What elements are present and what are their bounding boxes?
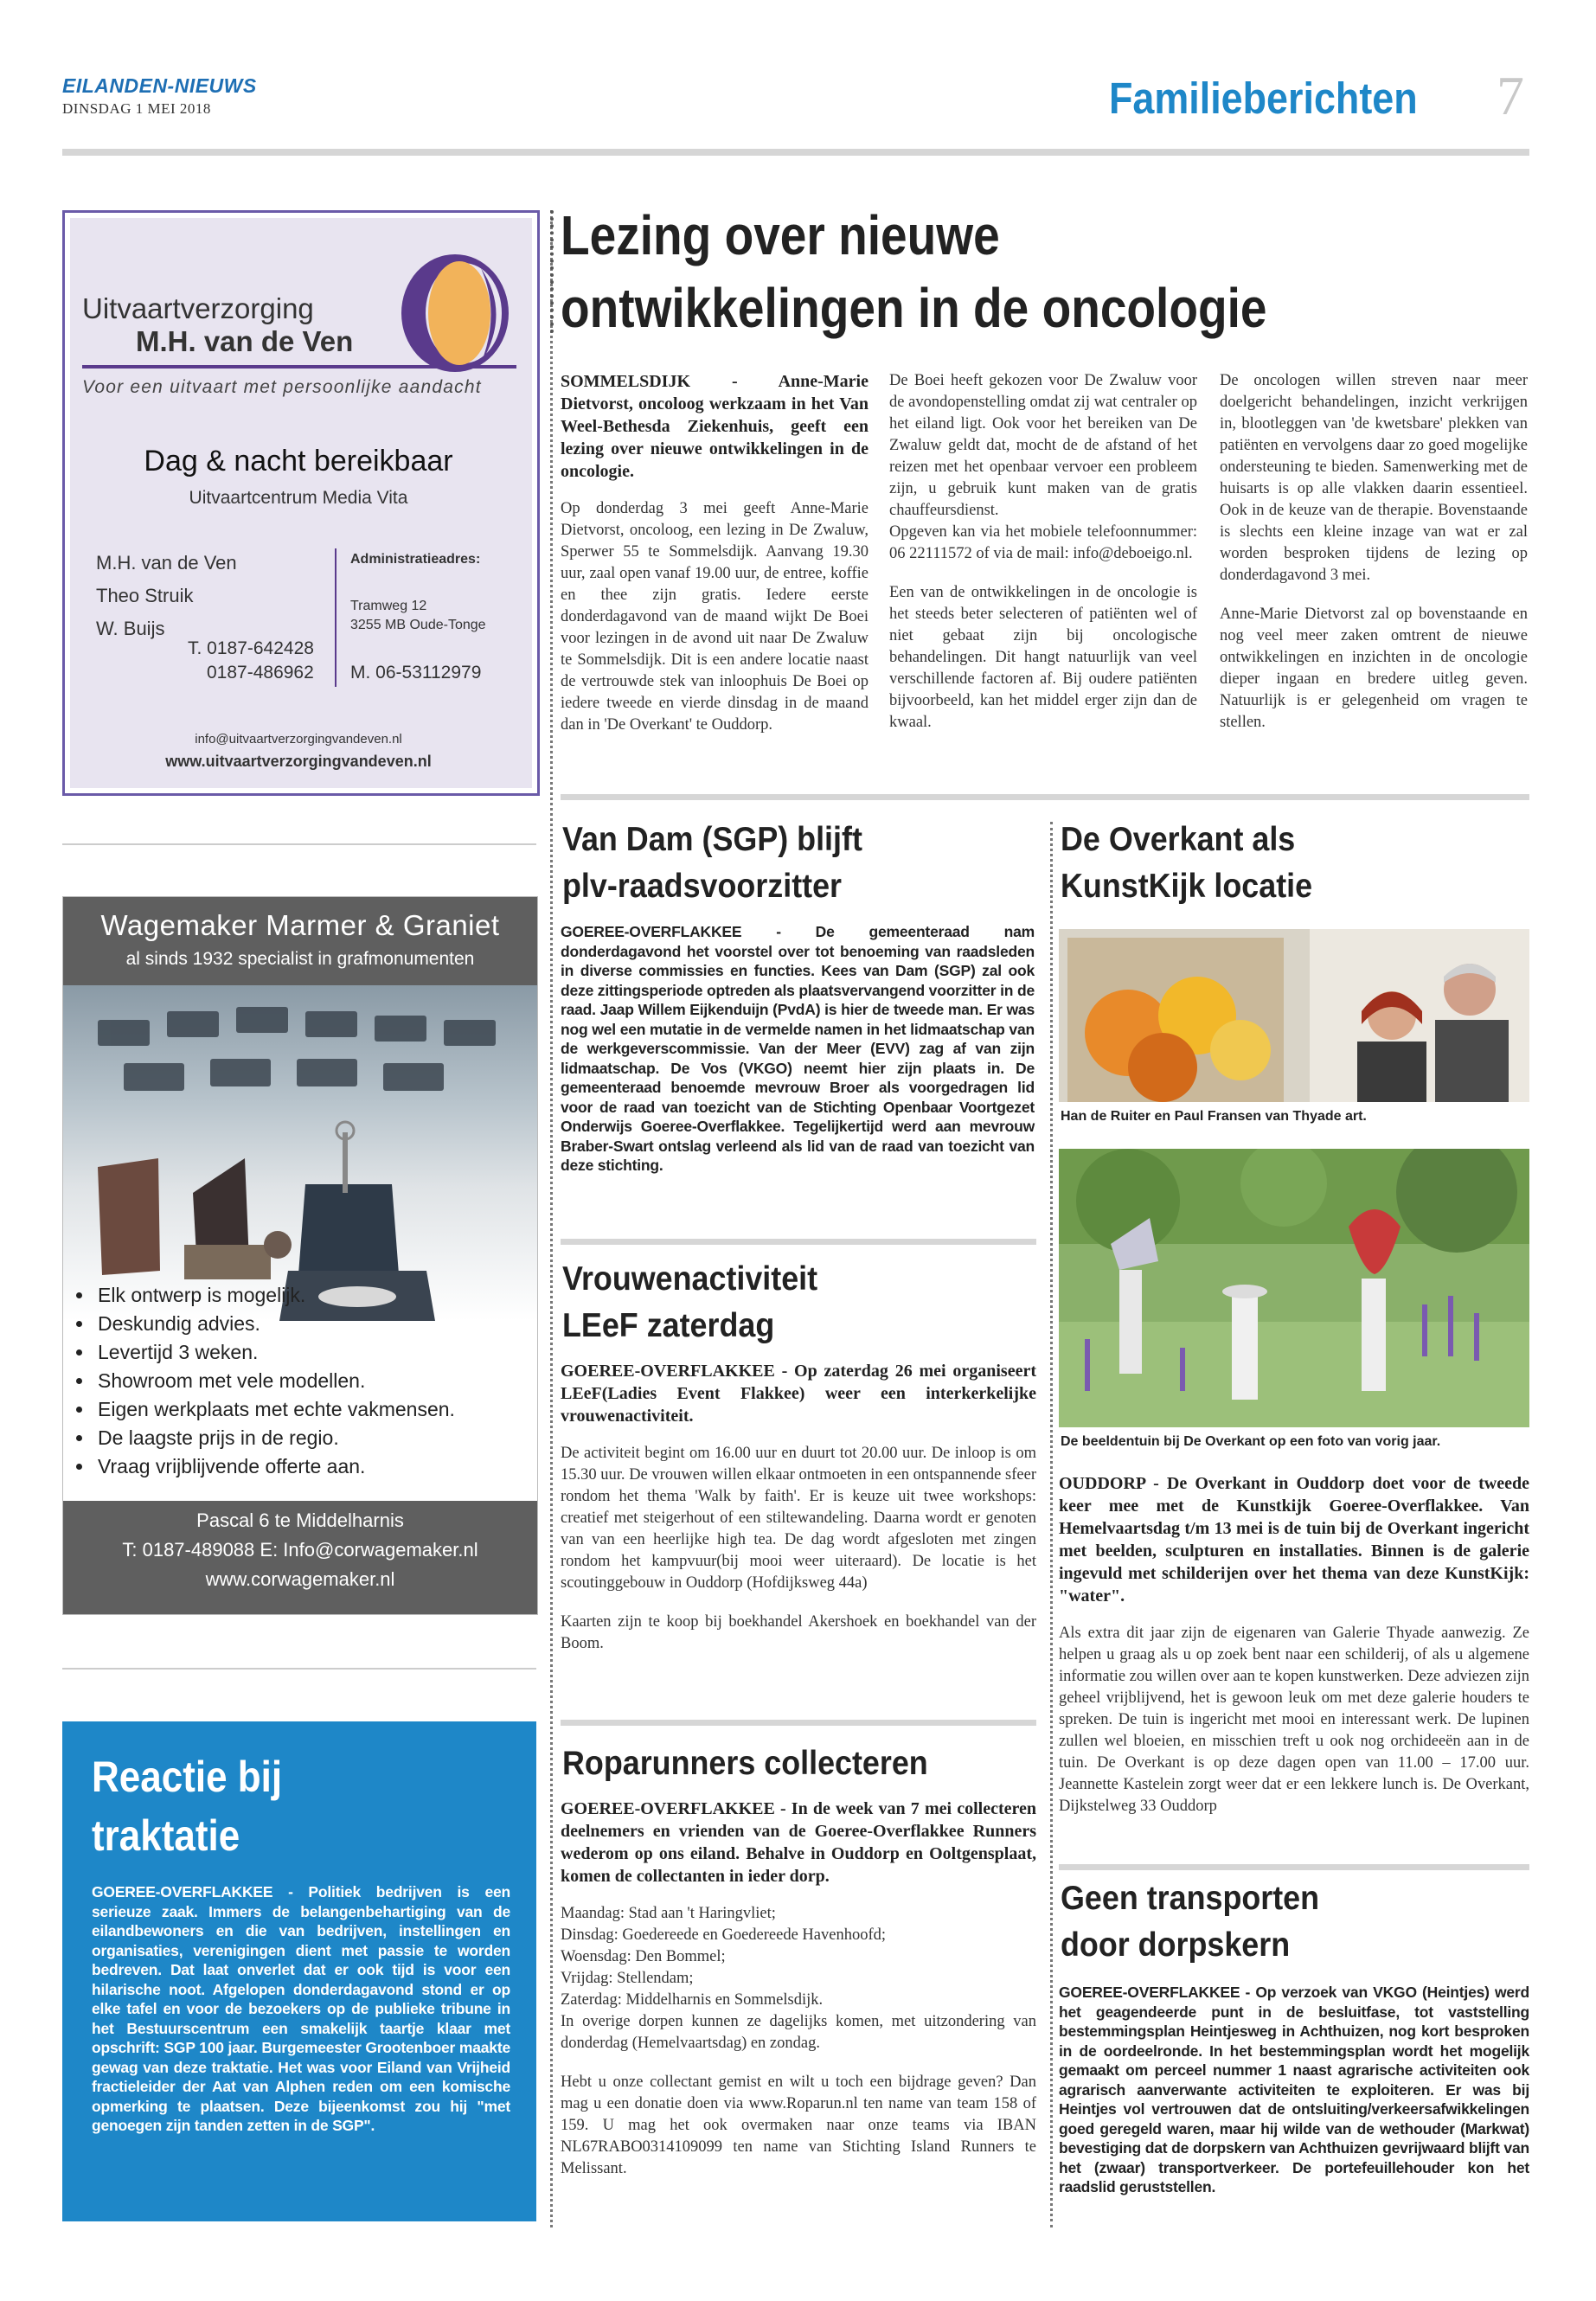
schedule-item: Zaterdag: Middelharnis en Sommelsdijk. xyxy=(561,1991,824,2009)
uitvaart-tagline: Voor een uitvaart met persoonlijke aandacht xyxy=(82,377,482,397)
roparunners-text xyxy=(561,1798,1036,2180)
overkant-photo-2 xyxy=(1059,1149,1529,1427)
lezing-lead: SOMMELSDIJK - Anne-Marie Dietvorst, oncoloog werkzaam in het Van Weel-Bethesda Ziekenhuis, geeft een lezing over nieuwe ontwikkelingen in de oncologie. xyxy=(561,372,869,481)
overkant-headline xyxy=(1061,817,1506,910)
column-separator-left xyxy=(550,210,553,2227)
overkant-headline-2: KunstKijk locatie xyxy=(1061,868,1313,905)
lezing-col3-text-b: Anne-Marie Dietvorst zal op bovenstaande en nog veel meer zaken omtrent de nieuwe ontwikkelingen en inzichten in de oncologie dieper ingaan en bredere uitleg geven. Natuurlijk is er gelegenheid om vragen te stellen. xyxy=(1220,606,1528,731)
ad-wagemaker xyxy=(62,896,538,1615)
wagemaker-subtitle: al sinds 1932 specialist in grafmonumenten xyxy=(125,949,475,969)
overkant-text xyxy=(1059,1472,1529,1817)
transporten-headline-2: door dorpskern xyxy=(1061,1926,1291,1964)
lezing-col2-text-a: De Boei heeft gekozen voor De Zwaluw voor de avondopenstelling omdat zij wat centraler op het eiland ligt. Ook voor het bereiken van De Zwaluw geldt dat, mocht de de afstand of het reizen met het openbaar vervoer een probleem zijn, u gebruik kunt maken van de gratis chauffeursdienst. xyxy=(889,372,1197,519)
vandam-headline-1: Van Dam (SGP) blijft xyxy=(562,821,862,858)
transporten-headline xyxy=(1061,1875,1506,1969)
lezing-col3-text-a: De oncologen willen streven naar meer doelgericht behandelingen, inzicht verkrijgen in, blootleggen van 'de kwetsbare' plekken van patiënten en vervolgens daar zo goed mogelijke ondersteuning te bieden. Samenwerking met de huisarts is op alle vlakken daarin essentieel. Ook in de keuze van de therapie. Bovenstaande is slechts een kleine inzage van wat er zal worden besproken tijdens de lezing op donderdagavond 3 mei. xyxy=(1220,372,1528,584)
wagemaker-bullet: • Deskundig advies. xyxy=(94,1310,538,1338)
article-reactie xyxy=(62,1721,536,2221)
lezing-col2 xyxy=(889,370,1197,734)
lezing-bottom-rule xyxy=(561,794,1529,800)
lezing-col1-text: Op donderdag 3 mei geeft Anne-Marie Dietvorst, oncoloog, een lezing in De Zwaluw, Sperwer 55 te Sommelsdijk. Aanvang 19.30 uur, zaal open vanaf 19.00 uur, de entree, koffie en thee zijn gratis. Iedere eerste donderdagavond van de maand wijkt De Boei voor lezingen in de avond uit naar De Zwaluw te Sommelsdijk. Dit is een andere locatie naast de vertrouwde stek van inloophuis De Boei op iedere tweede en vierde dinsdag in de maand dan in 'De Overkant' te Ouddorp. xyxy=(561,500,869,734)
vandam-body: GOEREE-OVERFLAKKEE - De gemeenteraad nam donderdagavond het voorstel over tot benoeming van raadsleden in diverse commissies en functies. Kees van Dam (SGP) zal ook deze zittingsperiode optreden als plaatsvervangend voorzitter in de raad. Jaap Willem Eijkenduijn (PvdA) is hier de tweede man. Er was nog wel een mutatie in de vermelde namen in het lidmaatschap van de werkgeverscommissie. Van der Meer (EVV) zag af van zijn lidmaatschap. De Vos (VKGO) neemt hier zijn plaats in. De gemeenteraad benoemde mevrouw Broer als voorgedragen lid voor de raad van toezicht van de Stichting Openbaar Voortgezet Onderwijs Goeree-Overflakkee. Tegelijkertijd werd aan mevrouw Braber-Swart ontslag verleend als lid van de raad van toezicht van deze stichting. xyxy=(561,923,1035,1174)
vrouwen-headline-1: Vrouwenactiviteit xyxy=(562,1260,818,1298)
overkant-bottom-rule xyxy=(1059,1864,1529,1870)
uitvaart-email[interactable]: info@uitvaartverzorgingvandeven.nl xyxy=(195,732,402,747)
vandam-bottom-rule xyxy=(561,1239,1036,1245)
uitvaart-name-1: M.H. van de Ven xyxy=(96,552,237,574)
wagemaker-bullets xyxy=(65,1281,538,1481)
uitvaart-city: 3255 MB Oude-Tonge xyxy=(350,618,486,632)
roparunners-extra: In overige dorpen kunnen ze dagelijks komen, met uitzondering van donderdag (Hemelvaartsdag) en zondag. xyxy=(561,2013,1036,2052)
roparunners-lead: GOEREE-OVERFLAKKEE - In de week van 7 mei collecteren deelnemers en vrienden van de Goeree-Overflakkee Runners wederom op ons eiland. Behalve in Ouddorp en Ooltgensplaat, komen de collectanten in ieder dorp. xyxy=(561,1799,1036,1886)
reactie-body: GOEREE-OVERFLAKKEE - Politiek bedrijven is een serieuze zaak. Immers de belangenbehartiging van de eilandbewoners en die van bedrijven, instellingen en organisaties, verenigingen dient met passie te worden bedreven. Dat laat onverlet dat er ook tijd is voor een hilarische noot. Afgelopen donderdagavond stond er op elke tafel en voor de bezoekers op de publieke tribune in het Bestuurscentrum een smakelijk taartje klaar met opschrift: SGP 100 jaar. Burgemeester Grootenboer maakte gewag van deze traktatie. Het was voor Eiland van Vrijheid fractieleider der Aat van Alphen reden om een komische opmerking te plaatsen. Deze bijeenkomst zou hij "met genoegen zijn tanden zetten in de SGP". xyxy=(92,1883,510,2134)
page-number: 7 xyxy=(1497,65,1524,126)
left-rule-2 xyxy=(62,1668,536,1670)
lezing-col2-text-c: Een van de ontwikkelingen in de oncologie is het steeds beter selecteren of patiënten wel of niet gebaat zijn bij oncologische behandelingen. Dit hangt natuurlijk van veel verschillende factoren af. Bij oudere patiënten bijvoorbeeld, kan het middel erger zijn dan de kwaal. xyxy=(889,584,1197,731)
column-separator-mid xyxy=(1050,822,1053,2227)
wagemaker-title: Wagemaker Marmer & Graniet xyxy=(100,909,500,941)
wagemaker-bullet: • Elk ontwerp is mogelijk. xyxy=(94,1281,538,1310)
wagemaker-bullet: • Vraag vrijblijvende offerte aan. xyxy=(94,1452,538,1481)
vrouwen-headline xyxy=(562,1256,1008,1349)
overkant-caption-1: Han de Ruiter en Paul Fransen van Thyade art. xyxy=(1061,1109,1367,1124)
left-rule-1 xyxy=(62,843,536,845)
overkant-photo-1 xyxy=(1059,929,1529,1102)
uitvaart-title-rule xyxy=(82,365,516,369)
overkant-body: Als extra dit jaar zijn de eigenaren van Galerie Thyade aanwezig. Ze helpen u graag als u op zoek bent naar een schilderij, of als u algemene informatie zou willen over aan te kopen kunstwerken. Deze adviezen zijn geheel vrijblijvend, het is gewoon leuk om met deze galerie houders te spreken. De tuin is ingericht met mooi en interessant werk. De lupinen zullen wel bloeien, en misschien treft u ook nog orchideeën aan in de tuin. De Overkant is op deze dagen open van 11.00 – 17.00 uur. Jeannette Kastelein zorgt weer dat er een lekkere lunch is. De Overkant, Dijkstelweg 33 Ouddorp xyxy=(1059,1625,1529,1815)
overkant-lead: OUDDORP - De Overkant in Ouddorp doet voor de tweede keer mee met de Kunstkijk Goeree-Overflakkee. Van Hemelvaartsdag t/m 13 mei is de tuin bij de Overkant ingericht met beelden, sculpturen en installaties. Binnen is de galerie ingevuld met schilderijen over het thema van deze KunstKijk: "water". xyxy=(1059,1474,1529,1606)
masthead-date: DINSDAG 1 MEI 2018 xyxy=(62,100,211,117)
lezing-headline xyxy=(561,199,1453,344)
reactie-headline: Reactie bij traktatie xyxy=(92,1753,283,1860)
masthead-rule xyxy=(62,149,1529,156)
uitvaart-logo-icon xyxy=(381,251,529,381)
vrouwen-lead: GOEREE-OVERFLAKKEE - Op zaterdag 26 mei organiseert LEeF(Ladies Event Flakkee) weer een interkerkelijke vrouwenactiviteit. xyxy=(561,1362,1036,1426)
section-title: Familieberichten xyxy=(1109,74,1418,123)
grave-monuments-illustration xyxy=(63,985,537,1321)
roparunners-final: Hebt u onze collectant gemist en wilt u toch een bijdrage geven? Dan mag u een donatie doen via www.Roparun.nl ten name van team 158 of 159. U mag het ook overmaken naar onze teams via IBAN NL67RABO0314109099 ten name van Stichting Island Runners te Melissant. xyxy=(561,2073,1036,2177)
wagemaker-bullet: • Showroom met vele modellen. xyxy=(94,1367,538,1395)
ad-uitvaart xyxy=(62,210,540,796)
uitvaart-website[interactable]: www.uitvaartverzorgingvandeven.nl xyxy=(165,753,432,770)
uitvaart-divider xyxy=(335,548,337,687)
schedule-item: Woensdag: Den Bommel; xyxy=(561,1948,726,1965)
schedule-item: Maandag: Stad aan 't Haringvliet; xyxy=(561,1905,776,1922)
uitvaart-title-2: M.H. van de Ven xyxy=(136,325,354,357)
overkant-photo-1-art xyxy=(1059,929,1529,1102)
vandam-headline xyxy=(562,817,1008,910)
vrouwen-bottom-rule xyxy=(561,1720,1036,1726)
transporten-body: GOEREE-OVERFLAKKEE - Op verzoek van VKGO (Heintjes) werd het geagendeerde punt in de besluitfase, tot vaststelling bestemmingsplan Heintjesweg in Achthuizen, nog kort besproken in de oordeelronde. In het bestemmingsplan wordt het mogelijk gemaakt om perceel nummer 1 naast agrarische activiteiten ook agrarisch aanverwante activiteiten te exploiteren. Er was bij Heintjes vol vertrouwen dat de ontsluiting/verkeersafwikkelingen goed geregeld waren, maar hij wilde van de wethouder (Markwat) bevestiging dat de dorpskern van Achthuizen gevrijwaard blijft van het (zwaar) transportverkeer. De portefeuillehouder kon het raadslid geruststellen. xyxy=(1059,1984,1529,2195)
roparunners-schedule xyxy=(561,1903,1036,2011)
uitvaart-title-1: Uitvaartverzorging xyxy=(82,292,314,324)
uitvaart-mobile: M. 06-53112979 xyxy=(350,663,482,683)
roparunners-headline: Roparunners collecteren xyxy=(562,1745,928,1782)
wagemaker-contact[interactable]: T: 0187-489088 E: Info@corwagemaker.nl xyxy=(122,1539,478,1561)
uitvaart-street: Tramweg 12 xyxy=(350,599,427,613)
uitvaart-name-3: W. Buijs xyxy=(96,618,165,639)
wagemaker-bullet: • Eigen werkplaats met echte vakmensen. xyxy=(94,1395,538,1424)
masthead-logo: EILANDEN-NIEUWS xyxy=(62,74,257,97)
vrouwen-p1: De activiteit begint om 16.00 uur en duurt tot 20.00 uur. De inloop is om 15.30 uur. De vrouwen willen elkaar ontmoeten in een ontspannende sfeer rondom het thema 'Walk by faith'. Er is keuze uit twee workshops: creatief met steigerhout of een stiltewandeling. Daarna wordt er genoten van van een heerlijke high tea. De dag wordt afgesloten met zingen rondom het kampvuur(bij mooi weer uiteraard). De locatie is het scoutinggebouw in Ouddorp (Hofdijksweg 44a) xyxy=(561,1445,1036,1592)
uitvaart-phone-2: 0187-486962 xyxy=(207,663,314,683)
lezing-col2-text-b: Opgeven kan via het mobiele telefoonnummer: 06 22111572 of via de mail: info@deboeigo.nl. xyxy=(889,523,1197,562)
overkant-photo-2-art xyxy=(1059,1149,1529,1427)
vrouwen-headline-2: LEeF zaterdag xyxy=(562,1307,775,1344)
lezing-rule xyxy=(550,210,554,333)
uitvaart-admin-label: Administratieadres: xyxy=(350,552,481,567)
overkant-headline-1: De Overkant als xyxy=(1061,821,1296,858)
wagemaker-website[interactable]: www.corwagemaker.nl xyxy=(205,1568,395,1590)
lezing-col3 xyxy=(1220,370,1528,734)
uitvaart-subheadline: Uitvaartcentrum Media Vita xyxy=(189,488,408,508)
vrouwen-p2: Kaarten zijn te koop bij boekhandel Akershoek en boekhandel van der Boom. xyxy=(561,1613,1036,1652)
lezing-headline-text: Lezing over nieuwe ontwikkelingen in de oncologie xyxy=(561,204,1267,339)
overkant-caption-2: De beeldentuin bij De Overkant op een foto van vorig jaar. xyxy=(1061,1434,1441,1449)
schedule-item: Vrijdag: Stellendam; xyxy=(561,1970,694,1987)
schedule-item: Dinsdag: Goedereede en Goedereede Havenhoofd; xyxy=(561,1926,886,1944)
lezing-col1 xyxy=(561,370,869,736)
wagemaker-bullet: • Levertijd 3 weken. xyxy=(94,1338,538,1367)
uitvaart-name-2: Theo Struik xyxy=(96,585,194,606)
uitvaart-phone-1: T. 0187-642428 xyxy=(188,638,314,658)
vrouwen-text xyxy=(561,1360,1036,1655)
vandam-headline-2: plv-raadsvoorzitter xyxy=(562,868,843,905)
wagemaker-bullet: • De laagste prijs in de regio. xyxy=(94,1424,538,1452)
transporten-headline-1: Geen transporten xyxy=(1061,1880,1320,1917)
wagemaker-address: Pascal 6 te Middelharnis xyxy=(196,1509,404,1531)
uitvaart-headline: Dag & nacht bereikbaar xyxy=(144,445,453,478)
